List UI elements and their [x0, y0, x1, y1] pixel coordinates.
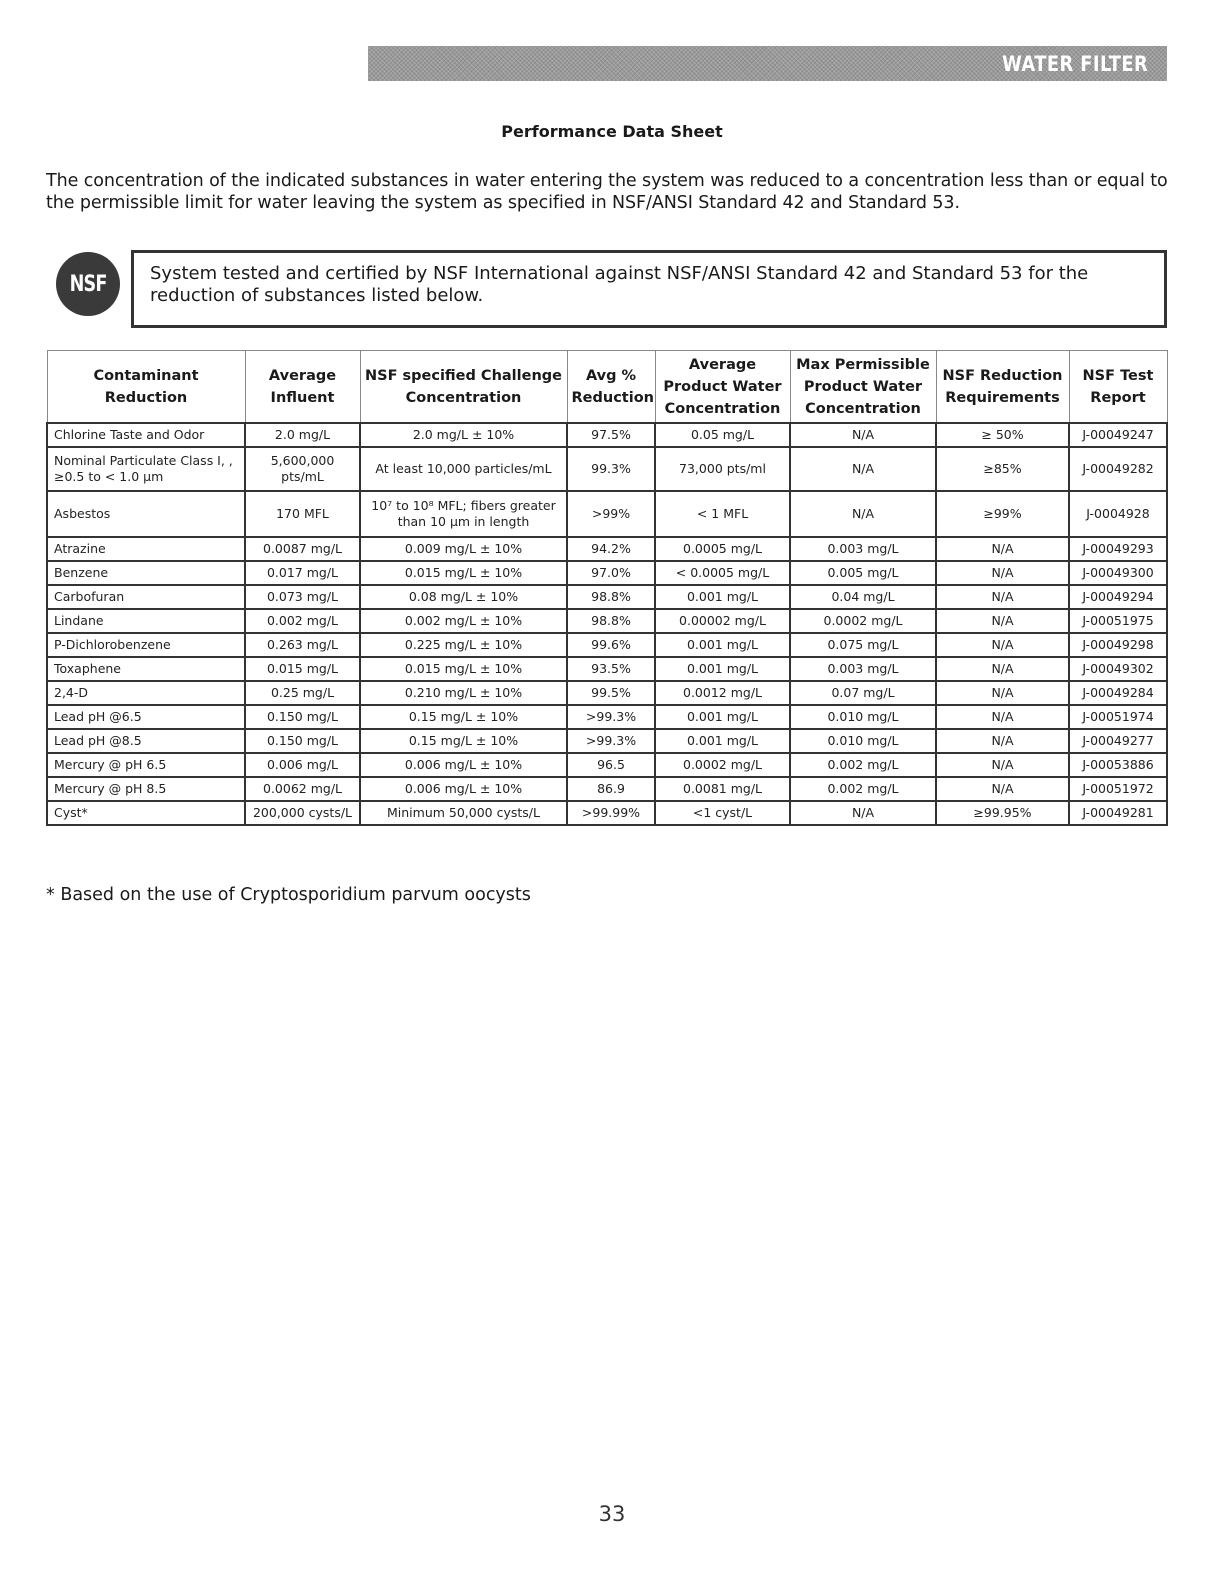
contaminant-cell: Lead pH @6.5 [47, 705, 245, 729]
influent-cell: 0.073 mg/L [245, 585, 360, 609]
max-permissible-cell: 0.002 mg/L [790, 777, 936, 801]
influent-cell: 170 MFL [245, 491, 360, 537]
column-header: NSF specified Challenge Concentration [360, 351, 567, 424]
requirement-cell: ≥99.95% [936, 801, 1069, 825]
test-report-cell: J-00049277 [1069, 729, 1167, 753]
max-permissible-cell: 0.005 mg/L [790, 561, 936, 585]
max-permissible-cell: 0.003 mg/L [790, 657, 936, 681]
test-report-cell: J-00049294 [1069, 585, 1167, 609]
intro-paragraph: The concentration of the indicated substances in water entering the system was reduced to a concentration less than or equal to the permissible limit for water leaving the system as specified in NSF/ANSI Standard 42 and Standard 53. [46, 171, 1168, 213]
challenge-cell: 0.15 mg/L ± 10% [360, 729, 567, 753]
section-banner [368, 46, 1167, 81]
influent-cell: 0.002 mg/L [245, 609, 360, 633]
contaminant-cell: Carbofuran [47, 585, 245, 609]
requirement-cell: ≥99% [936, 491, 1069, 537]
contaminant-cell: P-Dichlorobenzene [47, 633, 245, 657]
avg-reduction-cell: 99.3% [567, 447, 655, 491]
table-row [47, 447, 1167, 491]
requirement-cell: ≥85% [936, 447, 1069, 491]
table-row [47, 609, 1167, 633]
performance-data-table [46, 350, 1168, 826]
avg-reduction-cell: 98.8% [567, 585, 655, 609]
influent-cell: 0.150 mg/L [245, 729, 360, 753]
avg-reduction-cell: 97.0% [567, 561, 655, 585]
test-report-cell: J-00051974 [1069, 705, 1167, 729]
avg-reduction-cell: 93.5% [567, 657, 655, 681]
product-water-cell: 0.0012 mg/L [655, 681, 790, 705]
avg-reduction-cell: 99.6% [567, 633, 655, 657]
requirement-cell: N/A [936, 777, 1069, 801]
table-row [47, 705, 1167, 729]
table-row [47, 657, 1167, 681]
max-permissible-cell: 0.010 mg/L [790, 705, 936, 729]
column-header: Max Permissible Product Water Concentration [790, 351, 936, 424]
product-water-cell: 0.00002 mg/L [655, 609, 790, 633]
table-row [47, 423, 1167, 447]
challenge-cell: 0.009 mg/L ± 10% [360, 537, 567, 561]
max-permissible-cell: 0.0002 mg/L [790, 609, 936, 633]
table-row [47, 561, 1167, 585]
influent-cell: 0.0087 mg/L [245, 537, 360, 561]
requirement-cell: N/A [936, 681, 1069, 705]
contaminant-cell: Mercury @ pH 6.5 [47, 753, 245, 777]
influent-cell: 0.006 mg/L [245, 753, 360, 777]
requirement-cell: N/A [936, 561, 1069, 585]
max-permissible-cell: N/A [790, 447, 936, 491]
column-header: NSF Reduction Requirements [936, 351, 1069, 424]
influent-cell: 0.017 mg/L [245, 561, 360, 585]
influent-cell: 0.150 mg/L [245, 705, 360, 729]
contaminant-cell: Toxaphene [47, 657, 245, 681]
influent-cell: 200,000 cysts/L [245, 801, 360, 825]
contaminant-cell: Chlorine Taste and Odor [47, 423, 245, 447]
table-row [47, 491, 1167, 537]
avg-reduction-cell: 96.5 [567, 753, 655, 777]
challenge-cell: 0.006 mg/L ± 10% [360, 753, 567, 777]
test-report-cell: J-00049284 [1069, 681, 1167, 705]
table-row [47, 537, 1167, 561]
product-water-cell: 0.001 mg/L [655, 705, 790, 729]
requirement-cell: N/A [936, 753, 1069, 777]
requirement-cell: N/A [936, 729, 1069, 753]
certification-box [131, 250, 1167, 328]
column-header: Average Influent [245, 351, 360, 424]
table-row [47, 777, 1167, 801]
section-title: WATER FILTER [1002, 51, 1149, 76]
product-water-cell: < 1 MFL [655, 491, 790, 537]
contaminant-cell: Mercury @ pH 8.5 [47, 777, 245, 801]
requirement-cell: N/A [936, 705, 1069, 729]
challenge-cell: At least 10,000 particles/mL [360, 447, 567, 491]
avg-reduction-cell: 99.5% [567, 681, 655, 705]
table-row [47, 681, 1167, 705]
product-water-cell: 0.0081 mg/L [655, 777, 790, 801]
table-row [47, 633, 1167, 657]
contaminant-cell: Nominal Particulate Class I, , ≥0.5 to < 1.0 µm [47, 447, 245, 491]
page-number: 33 [598, 1502, 626, 1526]
contaminant-cell: Atrazine [47, 537, 245, 561]
influent-cell: 2.0 mg/L [245, 423, 360, 447]
page-title: Performance Data Sheet [501, 122, 723, 141]
max-permissible-cell: N/A [790, 423, 936, 447]
influent-cell: 0.25 mg/L [245, 681, 360, 705]
product-water-cell: 0.001 mg/L [655, 657, 790, 681]
challenge-cell: 0.015 mg/L ± 10% [360, 657, 567, 681]
influent-cell: 5,600,000 pts/mL [245, 447, 360, 491]
test-report-cell: J-0004928 [1069, 491, 1167, 537]
avg-reduction-cell: 97.5% [567, 423, 655, 447]
avg-reduction-cell: 94.2% [567, 537, 655, 561]
avg-reduction-cell: >99% [567, 491, 655, 537]
product-water-cell: < 0.0005 mg/L [655, 561, 790, 585]
test-report-cell: J-00049281 [1069, 801, 1167, 825]
challenge-cell: 0.225 mg/L ± 10% [360, 633, 567, 657]
column-header: Average Product Water Concentration [655, 351, 790, 424]
table-row [47, 801, 1167, 825]
table-header-row [47, 351, 1167, 424]
max-permissible-cell: N/A [790, 491, 936, 537]
product-water-cell: 0.001 mg/L [655, 633, 790, 657]
contaminant-cell: Asbestos [47, 491, 245, 537]
challenge-cell: Minimum 50,000 cysts/L [360, 801, 567, 825]
challenge-cell: 10⁷ to 10⁸ MFL; fibers greater than 10 µm in length [360, 491, 567, 537]
test-report-cell: J-00049247 [1069, 423, 1167, 447]
contaminant-cell: Lindane [47, 609, 245, 633]
influent-cell: 0.263 mg/L [245, 633, 360, 657]
challenge-cell: 0.15 mg/L ± 10% [360, 705, 567, 729]
avg-reduction-cell: >99.3% [567, 705, 655, 729]
test-report-cell: J-00053886 [1069, 753, 1167, 777]
certification-statement: System tested and certified by NSF International against NSF/ANSI Standard 42 and Standard 53 for the reduction of substances listed below. [150, 263, 1089, 306]
requirement-cell: ≥ 50% [936, 423, 1069, 447]
avg-reduction-cell: >99.3% [567, 729, 655, 753]
challenge-cell: 0.210 mg/L ± 10% [360, 681, 567, 705]
requirement-cell: N/A [936, 633, 1069, 657]
contaminant-cell: Lead pH @8.5 [47, 729, 245, 753]
max-permissible-cell: 0.07 mg/L [790, 681, 936, 705]
test-report-cell: J-00051975 [1069, 609, 1167, 633]
table-row [47, 753, 1167, 777]
max-permissible-cell: 0.002 mg/L [790, 753, 936, 777]
test-report-cell: J-00049298 [1069, 633, 1167, 657]
test-report-cell: J-00049302 [1069, 657, 1167, 681]
challenge-cell: 0.08 mg/L ± 10% [360, 585, 567, 609]
column-header: Avg % Reduction [567, 351, 655, 424]
product-water-cell: 0.001 mg/L [655, 729, 790, 753]
max-permissible-cell: N/A [790, 801, 936, 825]
challenge-cell: 2.0 mg/L ± 10% [360, 423, 567, 447]
influent-cell: 0.015 mg/L [245, 657, 360, 681]
product-water-cell: 0.05 mg/L [655, 423, 790, 447]
requirement-cell: N/A [936, 609, 1069, 633]
challenge-cell: 0.002 mg/L ± 10% [360, 609, 567, 633]
test-report-cell: J-00049300 [1069, 561, 1167, 585]
requirement-cell: N/A [936, 537, 1069, 561]
table-row [47, 585, 1167, 609]
challenge-cell: 0.015 mg/L ± 10% [360, 561, 567, 585]
column-header: NSF Test Report [1069, 351, 1167, 424]
max-permissible-cell: 0.003 mg/L [790, 537, 936, 561]
product-water-cell: <1 cyst/L [655, 801, 790, 825]
column-header: Contaminant Reduction [47, 351, 245, 424]
nsf-logo-text: NSF [69, 271, 107, 297]
test-report-cell: J-00049293 [1069, 537, 1167, 561]
product-water-cell: 0.001 mg/L [655, 585, 790, 609]
test-report-cell: J-00051972 [1069, 777, 1167, 801]
max-permissible-cell: 0.04 mg/L [790, 585, 936, 609]
avg-reduction-cell: >99.99% [567, 801, 655, 825]
challenge-cell: 0.006 mg/L ± 10% [360, 777, 567, 801]
requirement-cell: N/A [936, 585, 1069, 609]
avg-reduction-cell: 98.8% [567, 609, 655, 633]
product-water-cell: 0.0002 mg/L [655, 753, 790, 777]
requirement-cell: N/A [936, 657, 1069, 681]
contaminant-cell: Cyst* [47, 801, 245, 825]
product-water-cell: 73,000 pts/ml [655, 447, 790, 491]
contaminant-cell: Benzene [47, 561, 245, 585]
contaminant-cell: 2,4-D [47, 681, 245, 705]
table-row [47, 729, 1167, 753]
avg-reduction-cell: 86.9 [567, 777, 655, 801]
nsf-certification-icon [56, 252, 120, 316]
max-permissible-cell: 0.010 mg/L [790, 729, 936, 753]
test-report-cell: J-00049282 [1069, 447, 1167, 491]
max-permissible-cell: 0.075 mg/L [790, 633, 936, 657]
influent-cell: 0.0062 mg/L [245, 777, 360, 801]
footnote: * Based on the use of Cryptosporidium parvum oocysts [46, 885, 531, 905]
product-water-cell: 0.0005 mg/L [655, 537, 790, 561]
